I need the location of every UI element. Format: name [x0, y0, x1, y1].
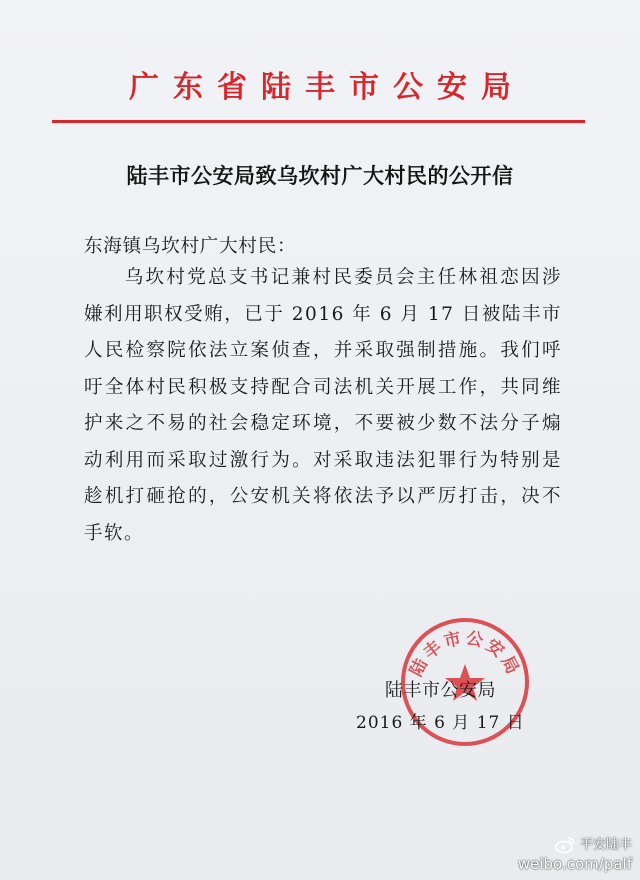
document-title: 陆丰市公安局致乌坎村广大村民的公开信 — [126, 164, 514, 188]
seal-text: 陆丰市公安局 — [406, 628, 524, 680]
weibo-icon — [554, 836, 576, 854]
salutation: 东海镇乌坎村广大村民： — [84, 236, 297, 257]
weibo-watermark — [492, 836, 632, 875]
watermark-handle: 平安陆丰 — [579, 837, 632, 852]
letter-body: 乌坎村党总支书记兼村民委员会主任林祖恋因涉嫌利用职权受贿，已于 2016 年 6 月 17 日被陆丰市人民检察院依法立案侦查，并采取强制措施。我们呼吁全体村民积极支持配合司法机关开展工作，共同维护来之不易的社会稳定环境，不要被少数不法分子煽动利用而采取过激行为。对采取违法犯罪行为特别是趁机打砸抢的，公安机关将依法予以严厉打击，决不手软。 — [84, 267, 562, 544]
watermark-handle-row — [492, 836, 632, 855]
signature: 陆丰市公安局 — [385, 680, 496, 701]
letterhead-rule — [52, 120, 585, 123]
signature-date: 2016 年 6 月 17 日 — [356, 713, 525, 733]
letterhead: 广东省陆丰市公安局 — [129, 70, 525, 105]
watermark-url: weibo.com/palf — [517, 855, 632, 873]
